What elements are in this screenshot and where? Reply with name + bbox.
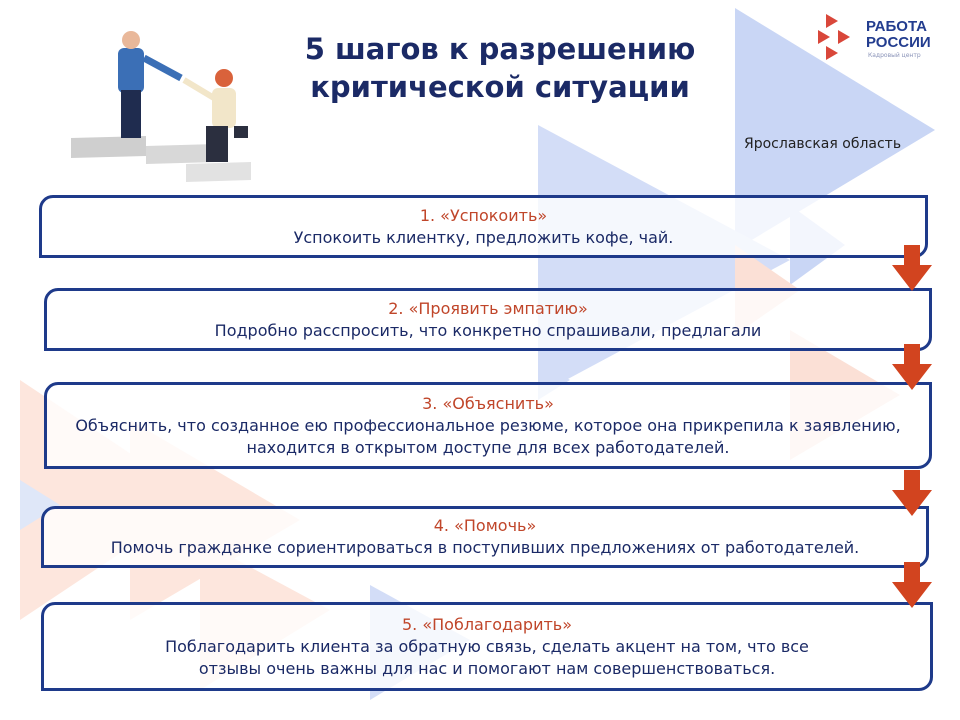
step-heading: 3. «Объяснить» xyxy=(422,393,554,413)
step-2 xyxy=(44,288,932,351)
arrow-down-icon xyxy=(892,344,932,390)
step-text: Поблагодарить клиента за обратную связь, сделать акцент на том, что все отзывы очень важны для нас и помогают нам совершенствоваться. xyxy=(165,636,809,678)
logo-line-1: РАБОТА xyxy=(866,18,928,35)
step-text: Подробно расспросить, что конкретно спрашивали, предлагали xyxy=(214,320,762,340)
step-heading: 1. «Успокоить» xyxy=(419,205,548,225)
page-title xyxy=(250,30,750,106)
arrow-down-icon xyxy=(892,562,932,608)
step-text: Успокоить клиентку, предложить кофе, чай. xyxy=(293,227,674,247)
step-5 xyxy=(41,602,933,691)
step-text: Объяснить, что созданное ею профессиональное резюме, которое она прикрепила к заявлению, находится в открытом доступе для всех работодателей. xyxy=(75,415,901,457)
step-heading: 5. «Поблагодарить» xyxy=(401,614,572,634)
region-label: Ярославская область xyxy=(744,136,902,152)
step-text: Помочь гражданке сориентироваться в поступивших предложениях от работодателей. xyxy=(110,538,860,557)
step-3 xyxy=(44,382,932,469)
logo-line-2: РОССИИ xyxy=(866,34,931,51)
step-4 xyxy=(41,506,929,568)
arrow-down-icon xyxy=(892,245,932,291)
logo-subtitle: Кадровый центр xyxy=(868,52,921,59)
arrow-down-icon xyxy=(892,470,932,516)
title-line-2: критической ситуации xyxy=(310,70,690,104)
title-line-1: 5 шагов к разрешению xyxy=(304,32,696,66)
logo-text xyxy=(866,19,931,51)
step-heading: 2. «Проявить эмпатию» xyxy=(388,298,588,318)
handshake-illustration xyxy=(66,28,256,188)
step-1 xyxy=(39,195,928,258)
step-heading: 4. «Помочь» xyxy=(433,516,537,535)
